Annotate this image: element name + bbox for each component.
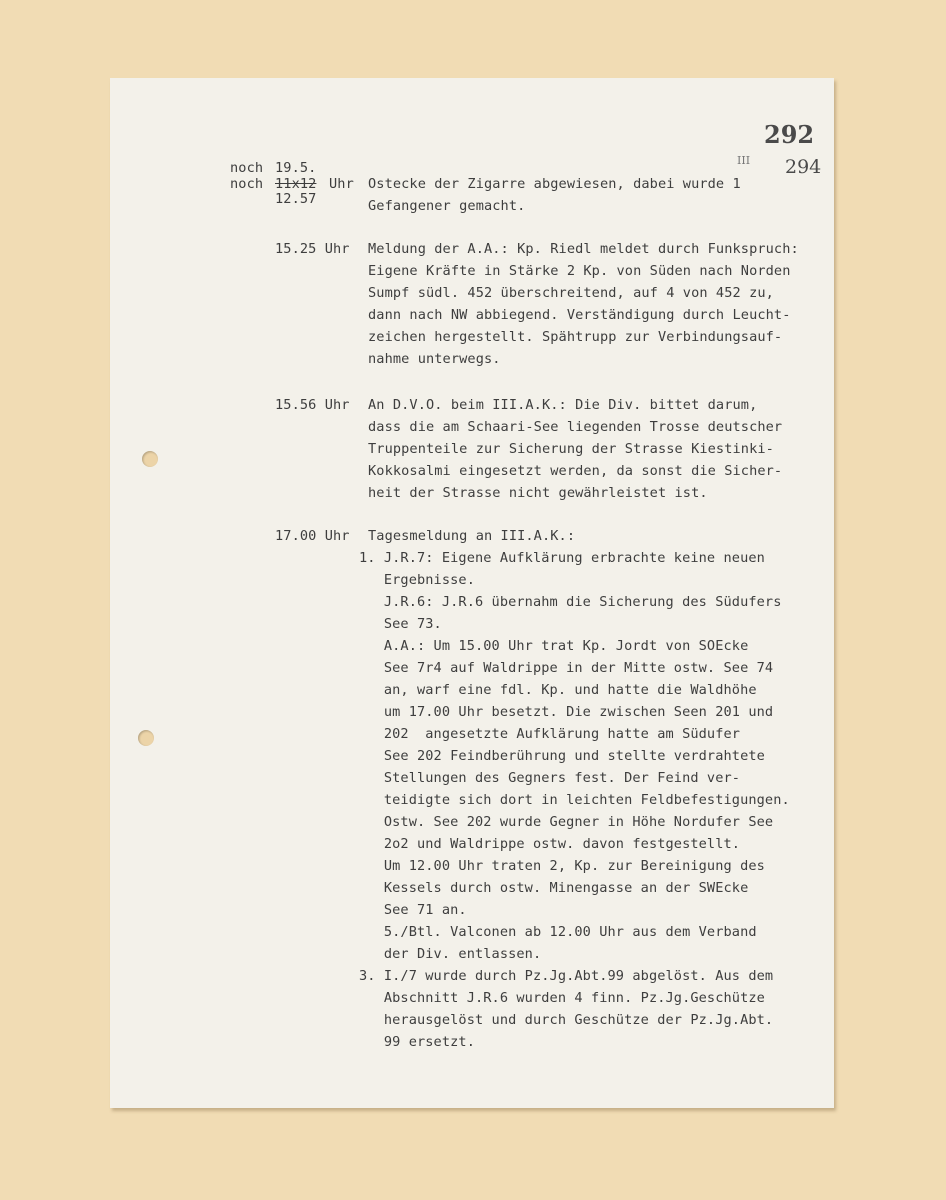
report-item-line: Ostw. See 202 wurde Gegner in Höhe Nordufer See (359, 814, 774, 830)
punch-hole-bottom (138, 730, 154, 746)
report-item-line: See 202 Feindberührung und stellte verdrahtete (359, 748, 765, 764)
report-item-line: 202 angesetzte Aufklärung hatte am Südufer (359, 726, 741, 742)
punch-hole-top (142, 451, 158, 467)
entry-0-uhr: Uhr (329, 176, 354, 192)
header-time-corrected: 12.57 (275, 191, 317, 207)
entry-1-line: dann nach NW abbiegend. Verständigung durch Leucht- (368, 307, 791, 323)
page-number-secondary: 294 (785, 156, 822, 178)
entry-2-line: heit der Strasse nicht gewährleistet ist. (368, 485, 708, 501)
report-item-line: 99 ersetzt. (359, 1034, 475, 1050)
report-item-line: der Div. entlassen. (359, 946, 542, 962)
entry-2-line: Truppenteile zur Sicherung der Strasse Kiestinki- (368, 441, 774, 457)
report-item-line: 2o2 und Waldrippe ostw. davon festgestellt. (359, 836, 741, 852)
entry-2-line: Kokkosalmi eingesetzt werden, da sonst die Sicher- (368, 463, 783, 479)
entry-1-line: Eigene Kräfte in Stärke 2 Kp. von Süden nach Norden (368, 263, 791, 279)
entry-1-line: Meldung der A.A.: Kp. Riedl meldet durch Funkspruch: (368, 241, 799, 257)
report-item-line: See 7r4 auf Waldrippe in der Mitte ostw. See 74 (359, 660, 774, 676)
entry-2-time: 15.56 Uhr (275, 397, 350, 413)
page-number-mark: III (737, 154, 751, 167)
report-item-line: teidigte sich dort in leichten Feldbefestigungen. (359, 792, 790, 808)
entry-2-line: An D.V.O. beim III.A.K.: Die Div. bittet darum, (368, 397, 758, 413)
report-item-line: Um 12.00 Uhr traten 2, Kp. zur Bereinigung des (359, 858, 765, 874)
report-item-line: Kessels durch ostw. Minengasse an der SWEcke (359, 880, 749, 896)
entry-1-line: zeichen hergestellt. Spähtrupp zur Verbindungsauf- (368, 329, 783, 345)
entry-0-line: Ostecke der Zigarre abgewiesen, dabei wurde 1 (368, 176, 741, 192)
entry-2-line: dass die am Schaari-See liegenden Trosse deutscher (368, 419, 783, 435)
entry-1-line: Sumpf südl. 452 überschreitend, auf 4 von 452 zu, (368, 285, 774, 301)
header-noch-2: noch (230, 176, 264, 192)
report-item-line: See 73. (359, 616, 442, 632)
entry-1-line: nahme unterwegs. (368, 351, 501, 367)
report-item-line: 5./Btl. Valconen ab 12.00 Uhr aus dem Verband (359, 924, 757, 940)
document-page (110, 78, 834, 1108)
report-item-line: 3. I./7 wurde durch Pz.Jg.Abt.99 abgelöst. Aus dem (359, 968, 774, 984)
report-item-line: See 71 an. (359, 902, 467, 918)
entry-3-time: 17.00 Uhr (275, 528, 350, 544)
report-item-line: 1. J.R.7: Eigene Aufklärung erbrachte keine neuen (359, 550, 765, 566)
page-number-primary: 292 (764, 120, 815, 149)
report-item-line: Ergebnisse. (359, 572, 475, 588)
report-item-line: A.A.: Um 15.00 Uhr trat Kp. Jordt von SOEcke (359, 638, 749, 654)
header-noch-1: noch (230, 160, 264, 176)
entry-3-line: Tagesmeldung an III.A.K.: (368, 528, 576, 544)
report-item-line: an, warf eine fdl. Kp. und hatte die Waldhöhe (359, 682, 757, 698)
report-item-line: Stellungen des Gegners fest. Der Feind ver- (359, 770, 741, 786)
report-item-line: J.R.6: J.R.6 übernahm die Sicherung des Südufers (359, 594, 782, 610)
report-item-line: herausgelöst und durch Geschütze der Pz.Jg.Abt. (359, 1012, 774, 1028)
header-date: 19.5. (275, 160, 317, 176)
report-item-line: Abschnitt J.R.6 wurden 4 finn. Pz.Jg.Geschütze (359, 990, 765, 1006)
entry-0-line: Gefangener gemacht. (368, 198, 526, 214)
entry-1-time: 15.25 Uhr (275, 241, 350, 257)
header-struck-time: 11x12 (275, 176, 317, 192)
report-item-line: um 17.00 Uhr besetzt. Die zwischen Seen 201 und (359, 704, 774, 720)
